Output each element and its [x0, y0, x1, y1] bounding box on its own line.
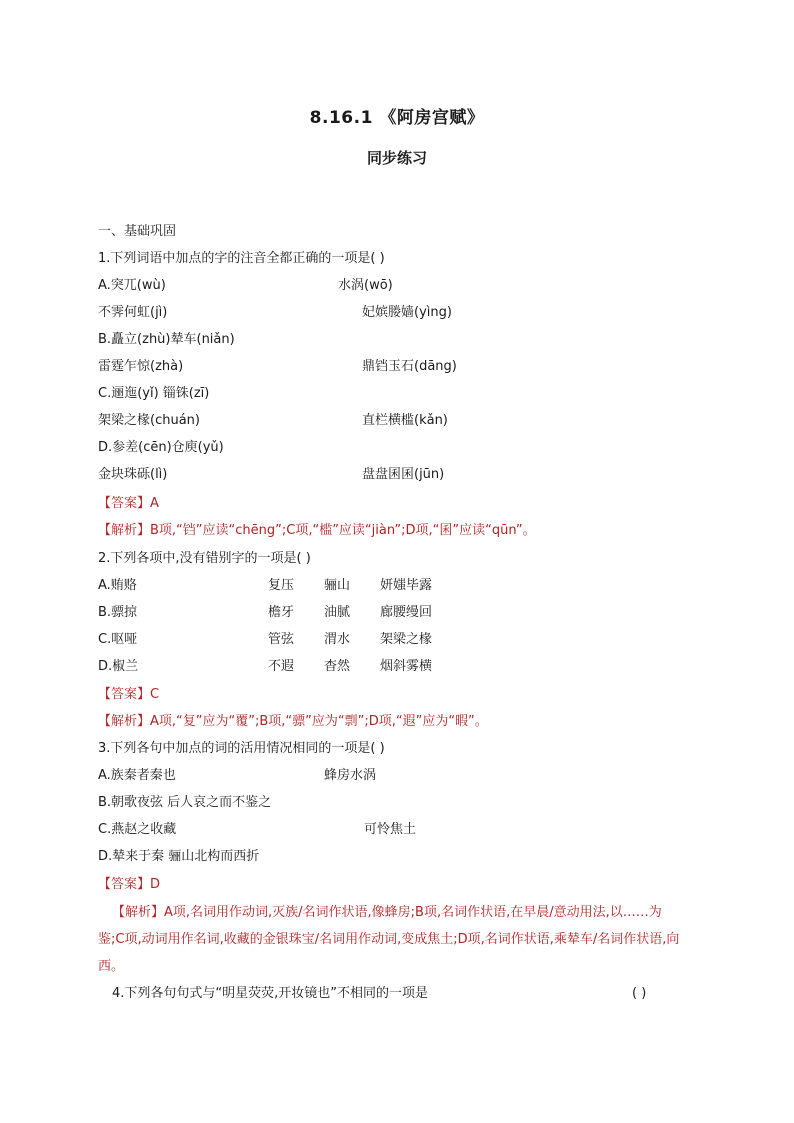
q1-option-a	[98, 278, 393, 294]
page-subtitle: 同步练习	[366, 149, 427, 167]
q2-a-1: A.贿赂	[98, 578, 137, 593]
q1-analysis: 【解析】B项,“铛”应读“chēng”;C项,“槛”应读“jiàn”;D项,“囷”应读“qūn”。	[98, 523, 536, 538]
q3-option-d: D.辇来于秦 骊山北构而西折	[98, 849, 260, 864]
q3-analysis-line3: 西。	[98, 959, 125, 974]
q3-answer: 【答案】D	[98, 877, 161, 892]
q1-option-a-item1: A.突兀(wù)	[98, 278, 166, 293]
q1-option-a-line2	[98, 305, 452, 321]
q1-option-c-line2	[98, 413, 448, 429]
q1-option-d-item4: 盘盘囷囷(jūn)	[362, 467, 445, 482]
q2-d-1: D.椒兰	[98, 659, 139, 674]
q3-c-2: 可怜焦土	[364, 822, 417, 837]
q1-option-b-item3: 雷霆乍惊(zhà)	[98, 359, 184, 374]
q2-option-c	[98, 632, 433, 648]
q2-answer: 【答案】C	[98, 687, 160, 702]
q2-a-4: 妍媸毕露	[380, 578, 433, 593]
q2-b-1: B.骠掠	[98, 605, 138, 620]
q2-option-d	[98, 659, 433, 675]
q1-option-d: D.参差(cēn)仓庾(yǔ)	[98, 440, 224, 455]
q1-option-c-item4: 直栏横槛(kǎn)	[362, 413, 448, 428]
page-title: 8.16.1 《阿房宫赋》	[309, 108, 485, 128]
q2-c-3: 渭水	[324, 632, 351, 647]
q2-c-1: C.呕哑	[98, 632, 138, 647]
q1-option-a-item2: 水涡(wō)	[338, 278, 393, 293]
q3-stem: 3.下列各句中加点的词的活用情况相同的一项是( )	[98, 741, 385, 756]
q2-c-4: 架梁之椽	[380, 632, 433, 647]
q2-b-3: 油腻	[324, 605, 351, 620]
q2-stem: 2.下列各项中,没有错别字的一项是( )	[98, 551, 311, 566]
q2-option-b	[98, 605, 433, 621]
q3-option-b: B.朝歌夜弦 后人哀之而不鉴之	[98, 795, 272, 810]
q1-answer: 【答案】A	[98, 496, 159, 511]
q1-option-a-item4: 妃嫔媵嫱(yìng)	[362, 305, 452, 320]
q1-option-b: B.矗立(zhù)辇车(niǎn)	[98, 332, 235, 347]
section-heading: 一、基础巩固	[98, 224, 177, 239]
q2-c-2: 管弦	[268, 632, 295, 647]
q3-analysis-line2: 鉴;C项,动词用作名词,收藏的金银珠宝/名词用作动词,变成焦土;D项,名词作状语,乘辇车/名词作状语,向	[98, 932, 680, 947]
q3-a-2: 蜂房水涡	[324, 768, 377, 783]
q3-option-a	[98, 768, 377, 784]
q2-a-3: 骊山	[324, 578, 351, 593]
q1-stem: 1.下列词语中加点的字的注音全都正确的一项是( )	[98, 251, 385, 266]
q1-option-b-item4: 鼎铛玉石(dāng)	[362, 359, 457, 374]
q2-d-3: 杳然	[324, 659, 351, 674]
q2-d-2: 不遐	[268, 659, 295, 674]
q3-analysis-line1: 【解析】A项,名词用作动词,灭族/名词作状语,像蜂房;B项,名词作状语,在早晨/意动用法,以……为	[112, 905, 662, 920]
q1-option-c: C.逦迤(yǐ) 锱铢(zī)	[98, 386, 210, 401]
q4-paren: ( )	[632, 986, 647, 1001]
q2-b-2: 檐牙	[268, 605, 295, 620]
q2-analysis: 【解析】A项,“复”应为“覆”;B项,“骠”应为“剽”;D项,“遐”应为“暇”。	[98, 714, 488, 729]
q1-option-c-item3: 架梁之椽(chuán)	[98, 413, 200, 428]
q2-a-2: 复压	[268, 578, 295, 593]
q1-option-b-line2	[98, 359, 457, 375]
q2-b-4: 廊腰缦回	[380, 605, 433, 620]
q3-option-c	[98, 822, 417, 838]
q1-option-d-line2	[98, 467, 445, 483]
q1-option-d-item3: 金块珠砾(lì)	[98, 467, 168, 482]
q1-option-a-item3: 不霁何虹(jì)	[98, 305, 168, 320]
q3-c-1: C.燕赵之收藏	[98, 822, 177, 837]
q4-stem: 4.下列各句句式与“明星荧荧,开妆镜也”不相同的一项是	[112, 986, 429, 1001]
q2-d-4: 烟斜雾横	[380, 659, 433, 674]
q2-option-a	[98, 578, 433, 594]
q3-a-1: A.族秦者秦也	[98, 768, 176, 783]
